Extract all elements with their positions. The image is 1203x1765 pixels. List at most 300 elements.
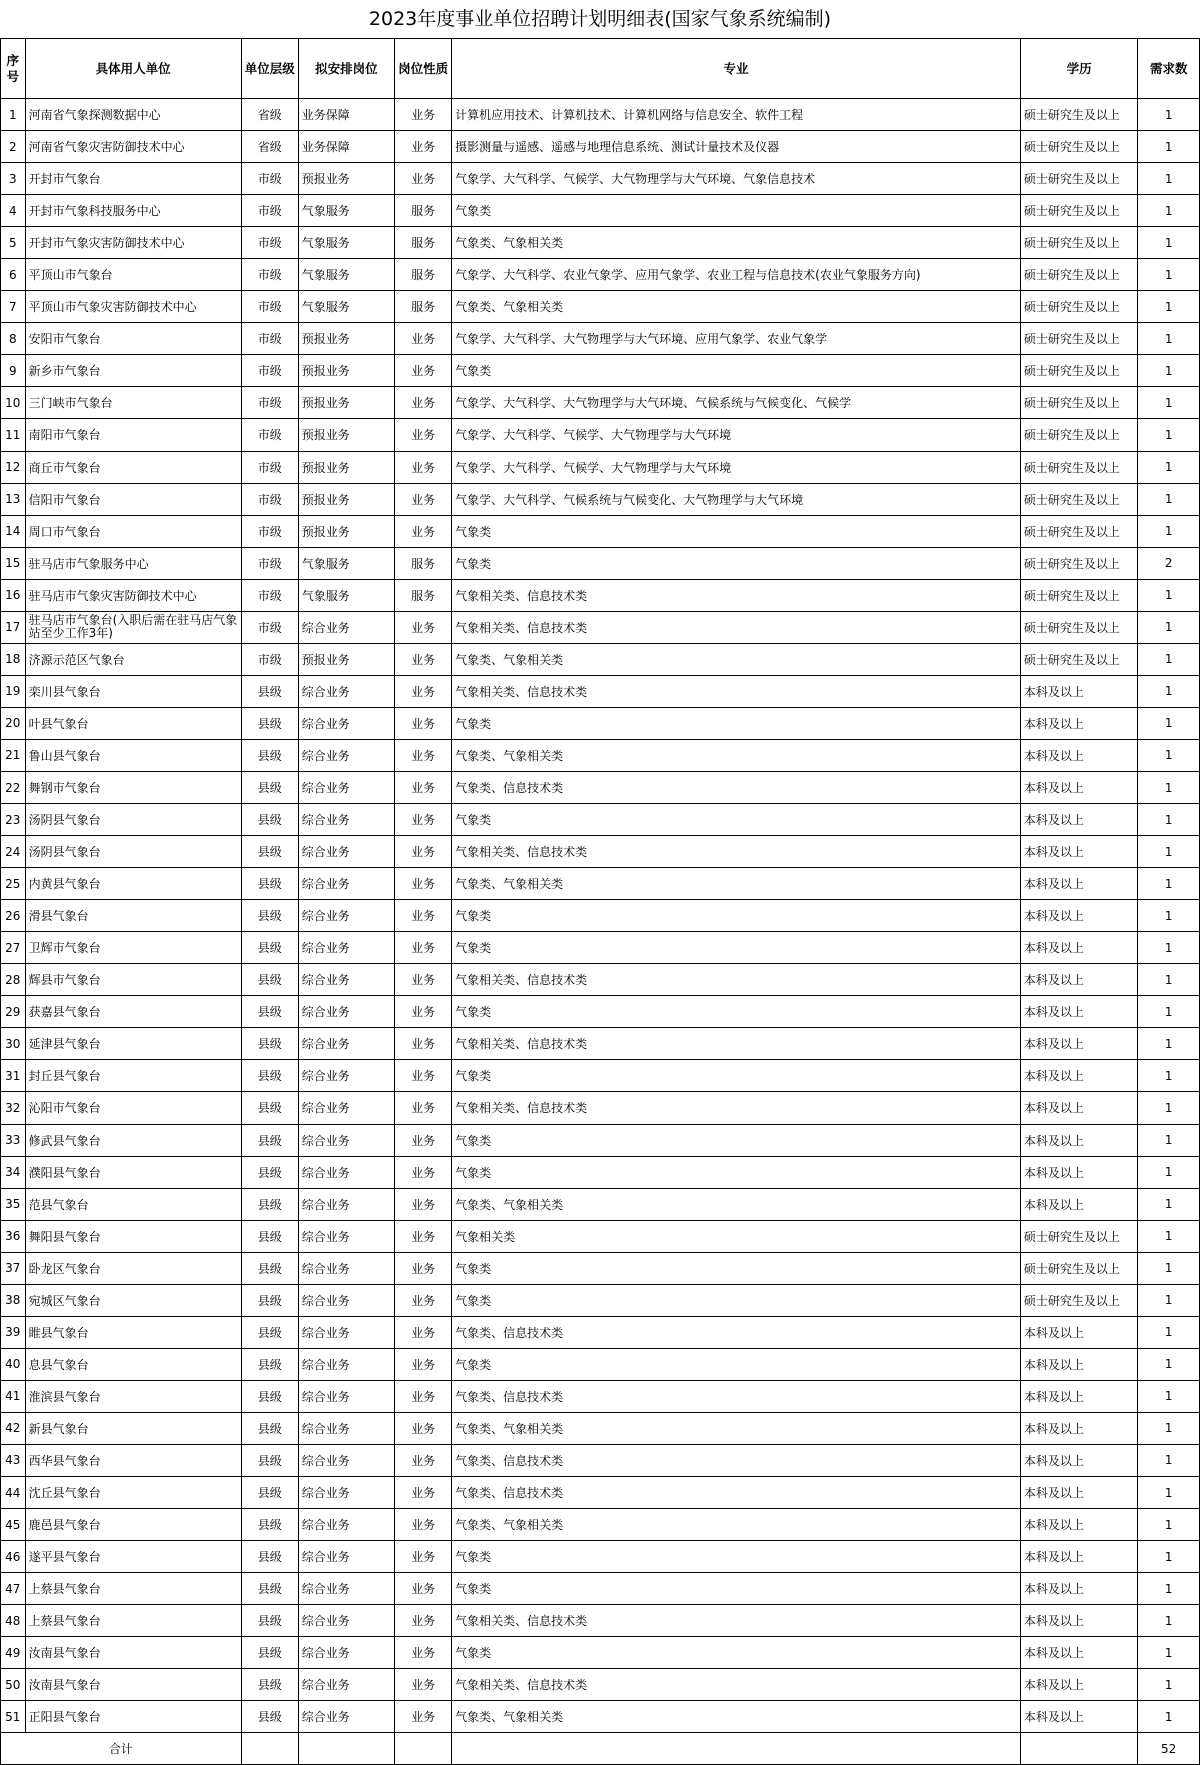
cell-major: 气象相关类、信息技术类 bbox=[452, 1092, 1021, 1124]
recruitment-table bbox=[0, 38, 1200, 1765]
cell-post: 预报业务 bbox=[298, 643, 394, 675]
cell-unit: 上蔡县气象台 bbox=[25, 1573, 241, 1605]
cell-level: 县级 bbox=[241, 1605, 298, 1637]
cell-count: 1 bbox=[1138, 900, 1200, 932]
cell-index: 23 bbox=[1, 804, 26, 836]
cell-education: 本科及以上 bbox=[1020, 1509, 1138, 1541]
cell-index: 41 bbox=[1, 1380, 26, 1412]
table-row bbox=[1, 996, 1200, 1028]
table-row bbox=[1, 579, 1200, 611]
cell-level: 市级 bbox=[241, 643, 298, 675]
table-row bbox=[1, 1028, 1200, 1060]
cell-education: 硕士研究生及以上 bbox=[1020, 195, 1138, 227]
cell-education: 硕士研究生及以上 bbox=[1020, 387, 1138, 419]
cell-nature: 业务 bbox=[395, 1637, 452, 1669]
cell-major: 气象类、信息技术类 bbox=[452, 1316, 1021, 1348]
cell-major: 摄影测量与遥感、遥感与地理信息系统、测试计量技术及仪器 bbox=[452, 131, 1021, 163]
cell-index: 3 bbox=[1, 163, 26, 195]
table-row bbox=[1, 323, 1200, 355]
cell-count: 1 bbox=[1138, 611, 1200, 643]
table-row bbox=[1, 771, 1200, 803]
cell-education: 本科及以上 bbox=[1020, 1380, 1138, 1412]
cell-post: 气象服务 bbox=[298, 227, 394, 259]
table-body bbox=[1, 99, 1200, 1733]
cell-unit: 舞钢市气象台 bbox=[25, 771, 241, 803]
cell-nature: 业务 bbox=[395, 996, 452, 1028]
cell-education: 本科及以上 bbox=[1020, 1573, 1138, 1605]
header-row bbox=[1, 39, 1200, 99]
cell-nature: 业务 bbox=[395, 707, 452, 739]
cell-count: 1 bbox=[1138, 675, 1200, 707]
cell-level: 县级 bbox=[241, 1541, 298, 1573]
cell-nature: 业务 bbox=[395, 1220, 452, 1252]
cell-education: 本科及以上 bbox=[1020, 1348, 1138, 1380]
cell-level: 县级 bbox=[241, 1669, 298, 1701]
cell-index: 10 bbox=[1, 387, 26, 419]
cell-unit: 睢县气象台 bbox=[25, 1316, 241, 1348]
cell-post: 预报业务 bbox=[298, 323, 394, 355]
cell-major: 气象类 bbox=[452, 1573, 1021, 1605]
cell-level: 市级 bbox=[241, 355, 298, 387]
cell-level: 县级 bbox=[241, 675, 298, 707]
cell-education: 硕士研究生及以上 bbox=[1020, 483, 1138, 515]
cell-major: 气象相关类、信息技术类 bbox=[452, 579, 1021, 611]
cell-major: 气象类 bbox=[452, 547, 1021, 579]
cell-level: 县级 bbox=[241, 1444, 298, 1476]
cell-index: 22 bbox=[1, 771, 26, 803]
cell-index: 9 bbox=[1, 355, 26, 387]
cell-major: 气象类 bbox=[452, 515, 1021, 547]
cell-unit: 汝南县气象台 bbox=[25, 1669, 241, 1701]
table-row bbox=[1, 547, 1200, 579]
cell-major: 气象学、大气科学、大气物理学与大气环境、应用气象学、农业气象学 bbox=[452, 323, 1021, 355]
cell-nature: 业务 bbox=[395, 1573, 452, 1605]
cell-level: 县级 bbox=[241, 900, 298, 932]
cell-index: 43 bbox=[1, 1444, 26, 1476]
cell-unit: 平顶山市气象台 bbox=[25, 259, 241, 291]
cell-unit: 周口市气象台 bbox=[25, 515, 241, 547]
cell-count: 1 bbox=[1138, 355, 1200, 387]
cell-nature: 业务 bbox=[395, 932, 452, 964]
header-cell: 需求数 bbox=[1138, 39, 1200, 99]
cell-level: 县级 bbox=[241, 1124, 298, 1156]
table-row bbox=[1, 1637, 1200, 1669]
cell-nature: 服务 bbox=[395, 579, 452, 611]
cell-education: 硕士研究生及以上 bbox=[1020, 163, 1138, 195]
cell-unit: 沈丘县气象台 bbox=[25, 1477, 241, 1509]
cell-unit: 商丘市气象台 bbox=[25, 451, 241, 483]
cell-index: 15 bbox=[1, 547, 26, 579]
cell-education: 本科及以上 bbox=[1020, 1605, 1138, 1637]
cell-unit: 驻马店市气象灾害防御技术中心 bbox=[25, 579, 241, 611]
cell-major: 气象类、气象相关类 bbox=[452, 739, 1021, 771]
cell-count: 1 bbox=[1138, 1124, 1200, 1156]
cell-education: 本科及以上 bbox=[1020, 1637, 1138, 1669]
cell-post: 预报业务 bbox=[298, 163, 394, 195]
table-row bbox=[1, 1316, 1200, 1348]
cell-post: 综合业务 bbox=[298, 707, 394, 739]
table-row bbox=[1, 739, 1200, 771]
cell-unit: 获嘉县气象台 bbox=[25, 996, 241, 1028]
cell-major: 气象类、气象相关类 bbox=[452, 227, 1021, 259]
table-row bbox=[1, 1701, 1200, 1733]
cell-education: 硕士研究生及以上 bbox=[1020, 547, 1138, 579]
cell-major: 气象相关类、信息技术类 bbox=[452, 611, 1021, 643]
cell-nature: 业务 bbox=[395, 1060, 452, 1092]
cell-index: 51 bbox=[1, 1701, 26, 1733]
cell-count: 1 bbox=[1138, 483, 1200, 515]
cell-count: 1 bbox=[1138, 579, 1200, 611]
cell-level: 市级 bbox=[241, 579, 298, 611]
table-row bbox=[1, 1220, 1200, 1252]
cell-education: 本科及以上 bbox=[1020, 1028, 1138, 1060]
cell-major: 气象相关类、信息技术类 bbox=[452, 1669, 1021, 1701]
cell-index: 46 bbox=[1, 1541, 26, 1573]
cell-index: 29 bbox=[1, 996, 26, 1028]
cell-level: 县级 bbox=[241, 1348, 298, 1380]
cell-level: 县级 bbox=[241, 1188, 298, 1220]
cell-count: 1 bbox=[1138, 1188, 1200, 1220]
cell-index: 21 bbox=[1, 739, 26, 771]
cell-index: 38 bbox=[1, 1284, 26, 1316]
table-row bbox=[1, 868, 1200, 900]
cell-post: 综合业务 bbox=[298, 1541, 394, 1573]
cell-nature: 业务 bbox=[395, 515, 452, 547]
cell-unit: 驻马店市气象服务中心 bbox=[25, 547, 241, 579]
cell-index: 39 bbox=[1, 1316, 26, 1348]
cell-major: 气象类 bbox=[452, 1124, 1021, 1156]
cell-nature: 服务 bbox=[395, 291, 452, 323]
cell-unit: 新乡市气象台 bbox=[25, 355, 241, 387]
cell-level: 省级 bbox=[241, 131, 298, 163]
table-row bbox=[1, 483, 1200, 515]
cell-count: 1 bbox=[1138, 1509, 1200, 1541]
cell-post: 综合业务 bbox=[298, 1348, 394, 1380]
cell-nature: 业务 bbox=[395, 1412, 452, 1444]
cell-education: 硕士研究生及以上 bbox=[1020, 611, 1138, 643]
cell-count: 1 bbox=[1138, 131, 1200, 163]
cell-post: 综合业务 bbox=[298, 739, 394, 771]
cell-unit: 三门峡市气象台 bbox=[25, 387, 241, 419]
cell-level: 市级 bbox=[241, 291, 298, 323]
cell-post: 预报业务 bbox=[298, 451, 394, 483]
table-row bbox=[1, 259, 1200, 291]
cell-major: 气象类 bbox=[452, 1348, 1021, 1380]
empty-cell bbox=[241, 1733, 298, 1765]
cell-level: 县级 bbox=[241, 868, 298, 900]
cell-education: 硕士研究生及以上 bbox=[1020, 1252, 1138, 1284]
table-row bbox=[1, 1605, 1200, 1637]
header-cell: 序号 bbox=[1, 39, 26, 99]
cell-nature: 业务 bbox=[395, 1348, 452, 1380]
table-row bbox=[1, 1252, 1200, 1284]
cell-unit: 西华县气象台 bbox=[25, 1444, 241, 1476]
cell-post: 业务保障 bbox=[298, 131, 394, 163]
cell-count: 1 bbox=[1138, 707, 1200, 739]
cell-unit: 开封市气象灾害防御技术中心 bbox=[25, 227, 241, 259]
cell-count: 1 bbox=[1138, 163, 1200, 195]
cell-count: 1 bbox=[1138, 1252, 1200, 1284]
cell-post: 综合业务 bbox=[298, 1252, 394, 1284]
cell-post: 综合业务 bbox=[298, 675, 394, 707]
cell-level: 县级 bbox=[241, 1220, 298, 1252]
cell-nature: 业务 bbox=[395, 771, 452, 803]
table-row bbox=[1, 1412, 1200, 1444]
total-row bbox=[1, 1733, 1200, 1765]
cell-index: 11 bbox=[1, 419, 26, 451]
cell-level: 县级 bbox=[241, 1509, 298, 1541]
cell-index: 13 bbox=[1, 483, 26, 515]
cell-level: 县级 bbox=[241, 739, 298, 771]
cell-education: 本科及以上 bbox=[1020, 1477, 1138, 1509]
cell-education: 本科及以上 bbox=[1020, 1060, 1138, 1092]
cell-count: 1 bbox=[1138, 1220, 1200, 1252]
table-row bbox=[1, 163, 1200, 195]
table-row bbox=[1, 1188, 1200, 1220]
sheet-title: 2023年度事业单位招聘计划明细表(国家气象系统编制) bbox=[0, 0, 1200, 39]
cell-unit: 沁阳市气象台 bbox=[25, 1092, 241, 1124]
cell-nature: 业务 bbox=[395, 1701, 452, 1733]
cell-nature: 业务 bbox=[395, 1605, 452, 1637]
cell-post: 综合业务 bbox=[298, 1380, 394, 1412]
table-row bbox=[1, 964, 1200, 996]
cell-unit: 鹿邑县气象台 bbox=[25, 1509, 241, 1541]
cell-index: 30 bbox=[1, 1028, 26, 1060]
cell-count: 1 bbox=[1138, 1028, 1200, 1060]
table-row bbox=[1, 1380, 1200, 1412]
header-cell: 岗位性质 bbox=[395, 39, 452, 99]
table-row bbox=[1, 1092, 1200, 1124]
cell-index: 33 bbox=[1, 1124, 26, 1156]
cell-count: 1 bbox=[1138, 515, 1200, 547]
cell-major: 气象类 bbox=[452, 1541, 1021, 1573]
cell-level: 县级 bbox=[241, 1156, 298, 1188]
cell-index: 48 bbox=[1, 1605, 26, 1637]
cell-unit: 济源示范区气象台 bbox=[25, 643, 241, 675]
cell-post: 综合业务 bbox=[298, 1028, 394, 1060]
cell-major: 气象学、大气科学、气候系统与气候变化、大气物理学与大气环境 bbox=[452, 483, 1021, 515]
cell-index: 36 bbox=[1, 1220, 26, 1252]
cell-post: 综合业务 bbox=[298, 1156, 394, 1188]
cell-nature: 业务 bbox=[395, 323, 452, 355]
cell-level: 市级 bbox=[241, 323, 298, 355]
cell-nature: 业务 bbox=[395, 643, 452, 675]
cell-index: 50 bbox=[1, 1669, 26, 1701]
cell-education: 硕士研究生及以上 bbox=[1020, 419, 1138, 451]
cell-unit: 南阳市气象台 bbox=[25, 419, 241, 451]
cell-nature: 业务 bbox=[395, 1444, 452, 1476]
cell-count: 1 bbox=[1138, 259, 1200, 291]
cell-major: 气象类、气象相关类 bbox=[452, 868, 1021, 900]
cell-education: 硕士研究生及以上 bbox=[1020, 259, 1138, 291]
cell-major: 气象类 bbox=[452, 1637, 1021, 1669]
cell-count: 1 bbox=[1138, 1092, 1200, 1124]
cell-post: 气象服务 bbox=[298, 547, 394, 579]
cell-level: 市级 bbox=[241, 515, 298, 547]
cell-major: 气象类、气象相关类 bbox=[452, 643, 1021, 675]
cell-nature: 服务 bbox=[395, 227, 452, 259]
cell-count: 1 bbox=[1138, 1444, 1200, 1476]
cell-count: 1 bbox=[1138, 1477, 1200, 1509]
cell-level: 县级 bbox=[241, 1701, 298, 1733]
cell-nature: 业务 bbox=[395, 451, 452, 483]
cell-level: 县级 bbox=[241, 1412, 298, 1444]
cell-index: 25 bbox=[1, 868, 26, 900]
empty-cell bbox=[298, 1733, 394, 1765]
cell-major: 气象相关类、信息技术类 bbox=[452, 836, 1021, 868]
cell-count: 1 bbox=[1138, 771, 1200, 803]
table-row bbox=[1, 675, 1200, 707]
cell-post: 气象服务 bbox=[298, 291, 394, 323]
cell-nature: 业务 bbox=[395, 131, 452, 163]
cell-major: 气象类 bbox=[452, 195, 1021, 227]
cell-post: 预报业务 bbox=[298, 515, 394, 547]
cell-nature: 业务 bbox=[395, 868, 452, 900]
cell-index: 1 bbox=[1, 99, 26, 131]
cell-level: 县级 bbox=[241, 932, 298, 964]
cell-post: 综合业务 bbox=[298, 1220, 394, 1252]
cell-index: 35 bbox=[1, 1188, 26, 1220]
cell-unit: 开封市气象科技服务中心 bbox=[25, 195, 241, 227]
table-row bbox=[1, 1477, 1200, 1509]
cell-education: 硕士研究生及以上 bbox=[1020, 579, 1138, 611]
cell-level: 县级 bbox=[241, 1028, 298, 1060]
table-row bbox=[1, 1348, 1200, 1380]
table-row bbox=[1, 1124, 1200, 1156]
cell-count: 1 bbox=[1138, 323, 1200, 355]
cell-index: 16 bbox=[1, 579, 26, 611]
cell-unit: 辉县市气象台 bbox=[25, 964, 241, 996]
cell-level: 县级 bbox=[241, 1380, 298, 1412]
cell-major: 气象学、大气科学、气候学、大气物理学与大气环境 bbox=[452, 419, 1021, 451]
cell-count: 2 bbox=[1138, 547, 1200, 579]
cell-major: 计算机应用技术、计算机技术、计算机网络与信息安全、软件工程 bbox=[452, 99, 1021, 131]
table-row bbox=[1, 1444, 1200, 1476]
header-cell: 单位层级 bbox=[241, 39, 298, 99]
cell-post: 预报业务 bbox=[298, 387, 394, 419]
cell-nature: 业务 bbox=[395, 483, 452, 515]
cell-level: 县级 bbox=[241, 1252, 298, 1284]
cell-index: 7 bbox=[1, 291, 26, 323]
total-value: 52 bbox=[1138, 1733, 1200, 1765]
cell-count: 1 bbox=[1138, 836, 1200, 868]
cell-education: 硕士研究生及以上 bbox=[1020, 515, 1138, 547]
cell-major: 气象学、大气科学、气候学、大气物理学与大气环境、气象信息技术 bbox=[452, 163, 1021, 195]
cell-index: 37 bbox=[1, 1252, 26, 1284]
table-row bbox=[1, 131, 1200, 163]
cell-index: 26 bbox=[1, 900, 26, 932]
cell-count: 1 bbox=[1138, 1605, 1200, 1637]
cell-index: 28 bbox=[1, 964, 26, 996]
cell-unit: 遂平县气象台 bbox=[25, 1541, 241, 1573]
cell-major: 气象类、气象相关类 bbox=[452, 1509, 1021, 1541]
cell-count: 1 bbox=[1138, 1348, 1200, 1380]
cell-post: 综合业务 bbox=[298, 1444, 394, 1476]
cell-count: 1 bbox=[1138, 451, 1200, 483]
cell-count: 1 bbox=[1138, 419, 1200, 451]
cell-nature: 业务 bbox=[395, 836, 452, 868]
cell-unit: 汤阴县气象台 bbox=[25, 836, 241, 868]
cell-nature: 业务 bbox=[395, 1380, 452, 1412]
total-label: 合计 bbox=[1, 1733, 242, 1765]
cell-education: 硕士研究生及以上 bbox=[1020, 355, 1138, 387]
cell-unit: 宛城区气象台 bbox=[25, 1284, 241, 1316]
cell-index: 5 bbox=[1, 227, 26, 259]
table-row bbox=[1, 932, 1200, 964]
cell-level: 市级 bbox=[241, 163, 298, 195]
cell-major: 气象类 bbox=[452, 932, 1021, 964]
cell-post: 综合业务 bbox=[298, 1509, 394, 1541]
table-row bbox=[1, 707, 1200, 739]
table-row bbox=[1, 387, 1200, 419]
cell-major: 气象相关类、信息技术类 bbox=[452, 675, 1021, 707]
cell-count: 1 bbox=[1138, 932, 1200, 964]
cell-major: 气象类、信息技术类 bbox=[452, 1477, 1021, 1509]
cell-education: 本科及以上 bbox=[1020, 868, 1138, 900]
cell-level: 市级 bbox=[241, 227, 298, 259]
cell-unit: 汤阴县气象台 bbox=[25, 804, 241, 836]
table-row bbox=[1, 1509, 1200, 1541]
cell-post: 综合业务 bbox=[298, 1316, 394, 1348]
cell-post: 综合业务 bbox=[298, 1605, 394, 1637]
cell-education: 硕士研究生及以上 bbox=[1020, 323, 1138, 355]
cell-count: 1 bbox=[1138, 1156, 1200, 1188]
cell-major: 气象类、信息技术类 bbox=[452, 1380, 1021, 1412]
cell-nature: 业务 bbox=[395, 1156, 452, 1188]
cell-nature: 业务 bbox=[395, 355, 452, 387]
cell-major: 气象类 bbox=[452, 355, 1021, 387]
cell-education: 本科及以上 bbox=[1020, 964, 1138, 996]
cell-major: 气象类、气象相关类 bbox=[452, 1701, 1021, 1733]
cell-nature: 业务 bbox=[395, 739, 452, 771]
cell-major: 气象类 bbox=[452, 1060, 1021, 1092]
cell-post: 综合业务 bbox=[298, 771, 394, 803]
cell-level: 县级 bbox=[241, 804, 298, 836]
cell-nature: 业务 bbox=[395, 964, 452, 996]
table-row bbox=[1, 1284, 1200, 1316]
cell-nature: 业务 bbox=[395, 1124, 452, 1156]
cell-index: 27 bbox=[1, 932, 26, 964]
cell-unit: 舞阳县气象台 bbox=[25, 1220, 241, 1252]
cell-post: 预报业务 bbox=[298, 483, 394, 515]
header-cell: 专业 bbox=[452, 39, 1021, 99]
cell-count: 1 bbox=[1138, 195, 1200, 227]
cell-index: 8 bbox=[1, 323, 26, 355]
cell-index: 24 bbox=[1, 836, 26, 868]
cell-nature: 业务 bbox=[395, 1092, 452, 1124]
cell-level: 市级 bbox=[241, 611, 298, 643]
cell-index: 45 bbox=[1, 1509, 26, 1541]
cell-major: 气象类 bbox=[452, 1156, 1021, 1188]
cell-level: 县级 bbox=[241, 1573, 298, 1605]
table-row bbox=[1, 643, 1200, 675]
cell-unit: 延津县气象台 bbox=[25, 1028, 241, 1060]
cell-major: 气象学、大气科学、气候学、大气物理学与大气环境 bbox=[452, 451, 1021, 483]
cell-unit: 濮阳县气象台 bbox=[25, 1156, 241, 1188]
cell-post: 气象服务 bbox=[298, 579, 394, 611]
cell-post: 综合业务 bbox=[298, 836, 394, 868]
cell-index: 40 bbox=[1, 1348, 26, 1380]
cell-count: 1 bbox=[1138, 1316, 1200, 1348]
empty-cell bbox=[452, 1733, 1021, 1765]
cell-count: 1 bbox=[1138, 804, 1200, 836]
cell-post: 综合业务 bbox=[298, 1477, 394, 1509]
cell-education: 本科及以上 bbox=[1020, 1188, 1138, 1220]
cell-index: 17 bbox=[1, 611, 26, 643]
cell-nature: 业务 bbox=[395, 419, 452, 451]
cell-nature: 业务 bbox=[395, 99, 452, 131]
cell-unit: 汝南县气象台 bbox=[25, 1637, 241, 1669]
